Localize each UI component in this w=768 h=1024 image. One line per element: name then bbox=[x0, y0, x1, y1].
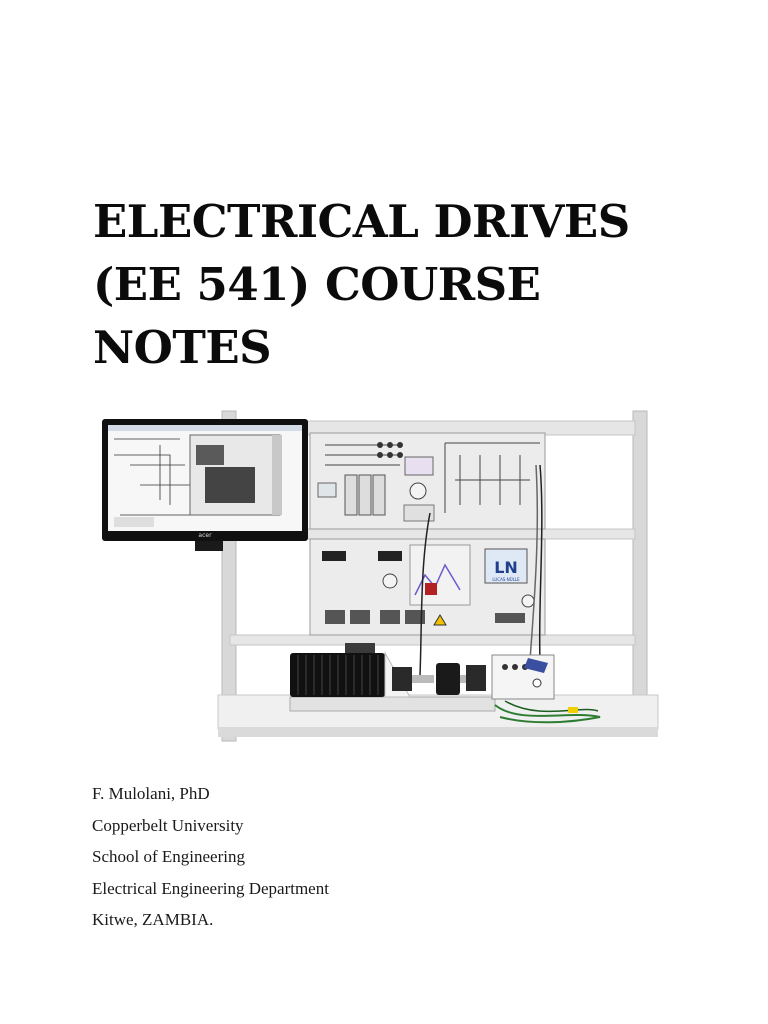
panel-logo-caption: LUCAS-NÜLLE bbox=[492, 577, 520, 582]
monitor-brand: acer bbox=[198, 532, 212, 539]
author-block bbox=[92, 778, 329, 936]
author-location: Kitwe, ZAMBIA. bbox=[92, 910, 214, 929]
author-university: Copperbelt University bbox=[92, 815, 244, 835]
title-line-1: ELECTRICAL DRIVES bbox=[93, 195, 630, 248]
panel-logo: LN bbox=[494, 558, 518, 577]
document-title bbox=[93, 190, 693, 379]
author-school: School of Engineering bbox=[92, 847, 245, 866]
lab-equipment-photo bbox=[100, 405, 665, 745]
author-name: F. Mulolani, PhD bbox=[92, 784, 210, 803]
title-line-2: (EE 541) COURSE bbox=[93, 258, 541, 311]
title-line-3: NOTES bbox=[93, 321, 272, 374]
author-department: Electrical Engineering Department bbox=[92, 878, 329, 898]
